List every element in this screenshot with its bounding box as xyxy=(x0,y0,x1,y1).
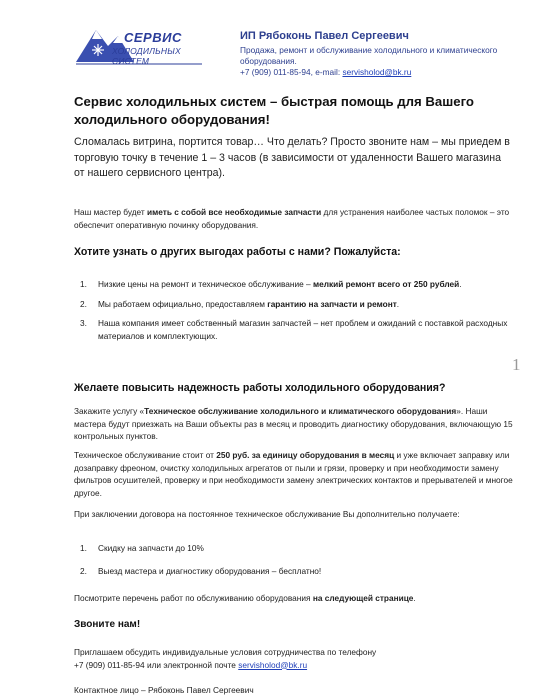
company-logo xyxy=(74,22,204,68)
lead-paragraph: Сломалась витрина, портится товар… Что делать? Просто звоните нам – мы приедем в торговую точку в течение 1 – 3 часов (в зависимости от удаленности Вашего магазина от нашего сервисного центра). xyxy=(74,136,510,179)
text-span: . xyxy=(396,298,400,309)
offers-list xyxy=(74,542,514,587)
bold-span: 250 руб. за единицу оборудования в месяц xyxy=(216,450,395,460)
text-span: +7 (909) 011-85-94 или электронной почте xyxy=(74,659,239,670)
list-item xyxy=(74,565,514,578)
page-number: 1 xyxy=(512,355,521,374)
text-span: Низкие цены на ремонт и техническое обслуживание – xyxy=(98,279,313,289)
text-span: Скидку на запчасти до 10% xyxy=(98,543,204,553)
parts-paragraph xyxy=(74,206,514,231)
list-item xyxy=(74,298,514,311)
list-number: 3. xyxy=(80,318,87,328)
text-span: и уже включает заправку или дозаправку фреоном, очистку холодильных агрегатов от пыли и грязи, проверку и при необходимости замену фильтров осушителей, проверку и при необходимости замену электрических контактов и прерывателей и многое другое. xyxy=(74,450,513,498)
bold-span: иметь с собой все необходимые запчасти xyxy=(147,207,322,217)
text-span: . xyxy=(459,279,462,289)
company-description: Продажа, ремонт и обслуживание холодильного и климатического оборудования. xyxy=(240,45,498,66)
list-number: 1. xyxy=(80,279,87,289)
text-line xyxy=(74,659,514,672)
text-span: . xyxy=(413,593,416,603)
logo-text-secondary: ХОЛОДИЛЬНЫХ СИСТЕМ xyxy=(112,46,181,66)
call-heading: Звоните нам! xyxy=(74,619,141,630)
bold-span: мелкий ремонт всего от 250 рублей xyxy=(312,279,460,289)
benefits-heading: Хотите узнать о других выгодах работы с нами? Пожалуйста: xyxy=(74,246,401,258)
text-span: Мы работаем официально, предоставляем xyxy=(98,298,268,309)
text-line: Приглашаем обсудить индивидуальные условия сотрудничества по телефону xyxy=(74,647,377,657)
contact-phone: +7 (909) 011-85-94, e-mail: xyxy=(240,67,343,77)
service-paragraph xyxy=(74,405,514,443)
text-span: Выезд мастера и диагностику оборудования – бесплатно! xyxy=(98,565,322,576)
company-info xyxy=(240,30,530,78)
benefits-list xyxy=(74,278,514,349)
text-span: ». Наши мастера будут приезжать на Ваши объекты раз в месяц и проводить диагностику оборудования, включающую 15 контрольных пунктов. xyxy=(74,406,513,441)
email-link[interactable]: servisholod@bk.ru xyxy=(342,67,412,77)
contact-person: Контактное лицо – Рябоконь Павел Сергеевич xyxy=(74,685,254,695)
page-title: Сервис холодильных систем – быстрая помощь для Вашего холодильного оборудования! xyxy=(74,94,474,127)
next-page-paragraph xyxy=(74,592,514,605)
bold-span: Техническое обслуживание холодильного и климатического оборудования xyxy=(144,406,457,416)
text-span: Техническое обслуживание стоит от xyxy=(74,450,217,460)
list-number: 2. xyxy=(80,565,87,576)
contract-paragraph: При заключении договора на постоянное техническое обслуживание Вы дополнительно получаете: xyxy=(74,509,460,519)
invite-paragraph xyxy=(74,646,514,671)
email-link[interactable]: servisholod@bk.ru xyxy=(238,659,308,670)
price-paragraph xyxy=(74,449,514,499)
bold-span: гарантию на запчасти и ремонт xyxy=(267,298,397,309)
bold-span: на следующей странице xyxy=(312,593,414,603)
text-span: Наша компания имеет собственный магазин запчастей – нет проблем и ожиданий с поставкой расходных материалов и комплектующих. xyxy=(98,318,508,341)
reliability-heading: Желаете повысить надежность работы холодильного оборудования? xyxy=(74,382,446,394)
list-item xyxy=(74,317,514,342)
text-span: для устранения наиболее частых поломок – это обеспечит оперативную починку оборудования. xyxy=(74,207,510,230)
text-span: Наш мастер будет xyxy=(74,207,148,217)
list-number: 1. xyxy=(80,543,87,553)
list-number: 2. xyxy=(80,298,87,309)
list-item xyxy=(74,278,514,291)
text-span: Посмотрите перечень работ по обслуживанию оборудования xyxy=(74,593,313,603)
text-span: Закажите услугу « xyxy=(74,406,145,416)
company-contact xyxy=(240,67,530,78)
logo-text-primary: СЕРВИС xyxy=(124,30,182,45)
list-item xyxy=(74,542,514,555)
company-name: ИП Рябоконь Павел Сергеевич xyxy=(240,30,409,42)
